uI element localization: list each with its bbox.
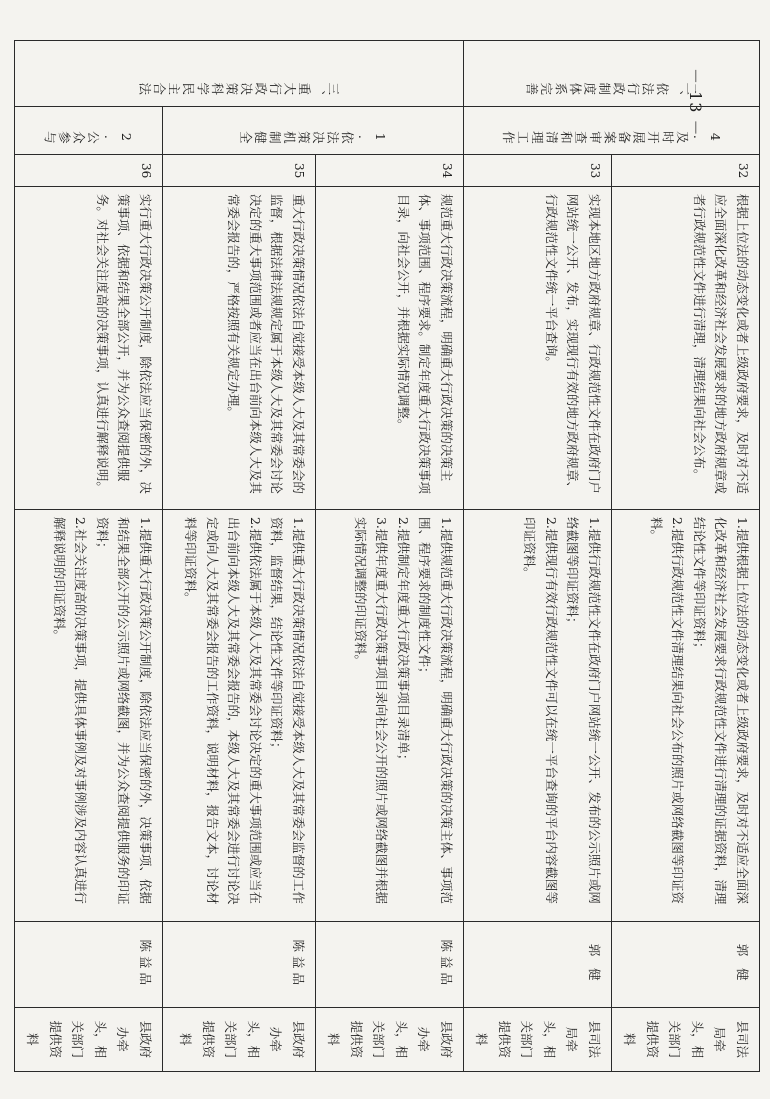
subcategory-cell: 4.及时开展备案审查和清理工作 — [464, 106, 760, 155]
material-item: 1.提供重大行政决策公开制度，除依法应当保密的外，决策事项、依据和结果全部公开的公示照片或网络截图，并为公众查阅提供服务的印证资料； — [95, 516, 153, 905]
materials-cell — [15, 509, 163, 921]
material-item: 2.社会关注度高的决策事项，提供具体事例及对事例涉及内容认真进行解释说明的印证资料。 — [52, 516, 89, 904]
material-item: 1.提供重大行政决策情况依法自觉接受本级人大及其常委会监督的工作资料，监督结果，结论性文件等印证资料； — [269, 516, 306, 904]
item-number: 36 — [15, 155, 163, 186]
task-cell: 重大行政决策情况依法自觉接受本级人大及其常委会的监督，根据法律法规规定属于本级人大及其常委会讨论决定的重大事项范围或者应当在出台前向本级人大及其常委会报告的，严格按照有关规定办理。 — [163, 186, 316, 509]
item-number: 35 — [163, 155, 316, 186]
subcategory-cell: 2.公众参与 — [15, 106, 163, 155]
task-cell: 实行重大行政决策公开制度，除依法应当保密的外，决策事项、依据和结果全部公开，并为公众查阅提供服务。对社会关注度高的决策事项，认真进行解释说明。 — [15, 186, 163, 509]
lead-department: 县政府办牵头，相关部门提供资料 — [316, 1007, 464, 1071]
table-row — [163, 41, 316, 1072]
category-cell: 二、依法行政制度体系完善 — [464, 41, 760, 107]
material-item: 2.提供现行有效行政规范性文件可以在统一平台查询的平台内容截图等印证资料。 — [522, 516, 559, 904]
table-row — [464, 41, 612, 1072]
item-number: 33 — [464, 155, 612, 186]
material-item: 1.提供根据上位法的动态变化或者上级政府要求，及时对不适应全面深化改革和经济社会发展要求行政规范性文件进行清理的证据资料，清理结论性文件等印证资料； — [692, 516, 750, 905]
table-row — [316, 41, 464, 1072]
material-item: 1.提供行政规范性文件在政府门户网站统一公开、发布的公示照片或网络截图等印证资料； — [565, 516, 602, 904]
materials-cell — [612, 509, 760, 921]
material-item: 3.提供年度重大行政决策事项目录向社会公开的照片或网络截图并根据实际情况调整的印证资料。 — [353, 516, 390, 904]
table-row — [15, 41, 163, 1072]
responsible-person: 陈益品 — [316, 921, 464, 1007]
material-item: 2.提供依法属于本级人大及其常委会讨论决定的重大事项范围或应当在出台前向本级人大及其常委会报告的，本级人大及其常委会进行讨论决定或向人大及其常委会报告的工作资料，说明材料，报告文本，讨论材料等印证资料。 — [183, 516, 263, 905]
materials-cell — [464, 509, 612, 921]
lead-department: 县政府办牵头，相关部门提供资料 — [163, 1007, 316, 1071]
page-number: － 13 － — [686, 68, 705, 137]
task-cell: 根据上位法的动态变化或者上级政府要求，及时对不适应全面深化改革和经济社会发展要求的地方政府规章或者行政规范性文件进行清理，清理结果向社会公布。 — [612, 186, 760, 509]
lead-department: 县司法局牵头，相关部门提供资料 — [612, 1007, 760, 1071]
materials-cell — [316, 509, 464, 921]
responsible-person: 郭 健 — [612, 921, 760, 1007]
task-cell: 实现本地区地方政府规章、行政规范性文件在政府门户网站统一公开、发布，实现现行有效的地方政府规章、行政规范性文件统一平台查询。 — [464, 186, 612, 509]
responsible-person: 郭 健 — [464, 921, 612, 1007]
materials-cell — [163, 509, 316, 921]
responsible-person: 陈益品 — [163, 921, 316, 1007]
table-row — [612, 41, 760, 1072]
lead-department: 县政府办牵头，相关部门提供资料 — [15, 1007, 163, 1071]
material-item: 2.提供行政规范性文件清理结果向社会公布的照片或网络截图等印证资料。 — [649, 516, 686, 904]
material-item: 2.提供制定年度重大行政决策事项目录清单； — [396, 516, 411, 767]
responsible-person: 陈益品 — [15, 921, 163, 1007]
lead-department: 县司法局牵头，相关部门提供资料 — [464, 1007, 612, 1071]
rotated-table-container — [25, 40, 760, 1072]
task-cell: 规范重大行政决策流程，明确重大行政决策的决策主体、事项范围、程序要求。制定年度重大行政决策事项目录，向社会公开，并根据实际情况调整。 — [316, 186, 464, 509]
subcategory-cell: 1.依法决策机制健全 — [163, 106, 464, 155]
material-item: 1.提供规范重大行政决策流程，明确重大行政决策的决策主体、事项范围、程序要求的制度性文件； — [417, 516, 454, 904]
category-cell: 三、重大行政决策科学民主合法 — [15, 41, 464, 107]
policy-table — [14, 40, 760, 1072]
item-number: 32 — [612, 155, 760, 186]
item-number: 34 — [316, 155, 464, 186]
